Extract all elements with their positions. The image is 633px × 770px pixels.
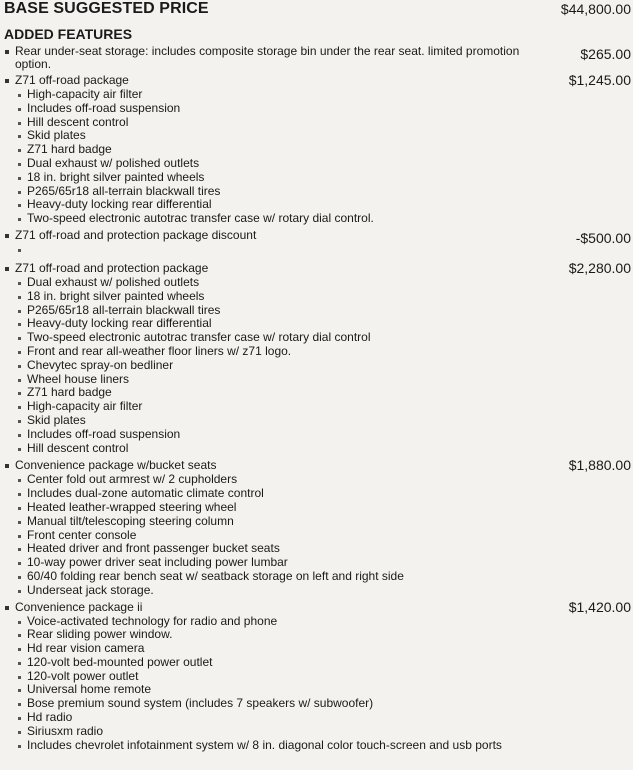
package-name: Z71 off-road and protection package discount	[15, 227, 257, 242]
feature-item: Bose premium sound system (includes 7 speakers w/ subwoofer)	[27, 697, 523, 711]
feature-item: 120-volt bed-mounted power outlet	[27, 656, 523, 670]
package-price: -$500.00	[575, 229, 631, 246]
feature-item: High-capacity air filter	[27, 88, 523, 102]
package-list	[0, 45, 633, 752]
package-item	[0, 259, 633, 455]
feature-item: Dual exhaust w/ polished outlets	[27, 157, 523, 171]
feature-item: Front and rear all-weather floor liners w/ z71 logo.	[27, 345, 523, 359]
feature-item: Dual exhaust w/ polished outlets	[27, 276, 523, 290]
package-name: Convenience package ii	[15, 599, 143, 614]
feature-item: Front center console	[27, 529, 523, 543]
package-feature-list	[15, 88, 523, 226]
feature-item: Hill descent control	[27, 116, 523, 130]
package-bullet	[5, 267, 9, 271]
package-name: Z71 off-road and protection package	[15, 260, 209, 275]
package-price: $1,245.00	[568, 72, 631, 88]
feature-item: Voice-activated technology for radio and phone	[27, 615, 523, 629]
package-feature-list	[15, 276, 523, 455]
feature-item: Skid plates	[27, 414, 523, 428]
package-bullet	[5, 464, 9, 468]
base-price-title: BASE SUGGESTED PRICE	[4, 0, 209, 17]
feature-item: Two-speed electronic autotrac transfer case w/ rotary dial control	[27, 331, 523, 345]
package-bullet	[5, 234, 9, 238]
package-bullet	[5, 50, 9, 54]
feature-item: Heavy-duty locking rear differential	[27, 198, 523, 212]
package-price: $1,420.00	[568, 598, 631, 615]
package-price: $265.00	[580, 46, 631, 62]
feature-item: Siriusxm radio	[27, 725, 523, 739]
package-price: $1,880.00	[568, 457, 631, 474]
package-price: $2,280.00	[568, 259, 631, 276]
package-feature-list	[15, 243, 523, 257]
base-price-value: $44,800.00	[560, 1, 631, 17]
feature-item	[27, 243, 523, 257]
feature-item: Rear sliding power window.	[27, 628, 523, 642]
feature-item: Includes dual-zone automatic climate control	[27, 487, 523, 501]
feature-item: Heavy-duty locking rear differential	[27, 317, 523, 331]
feature-item: High-capacity air filter	[27, 400, 523, 414]
base-price-row	[0, 0, 633, 22]
added-features-heading: ADDED FEATURES	[4, 26, 133, 42]
feature-item: 60/40 folding rear bench seat w/ seatback storage on left and right side	[27, 570, 523, 584]
package-item	[0, 598, 633, 753]
feature-item: Two-speed electronic autotrac transfer case w/ rotary dial control.	[27, 212, 523, 226]
feature-item: Z71 hard badge	[27, 386, 523, 400]
feature-item: 18 in. bright silver painted wheels	[27, 171, 523, 185]
feature-item: Universal home remote	[27, 683, 523, 697]
feature-item: 18 in. bright silver painted wheels	[27, 290, 523, 304]
feature-item: Heated driver and front passenger bucket seats	[27, 542, 523, 556]
feature-item: Manual tilt/telescoping steering column	[27, 515, 523, 529]
package-feature-list	[15, 615, 523, 753]
feature-item: Z71 hard badge	[27, 143, 523, 157]
feature-item: Skid plates	[27, 129, 523, 143]
feature-item: P265/65r18 all-terrain blackwall tires	[27, 185, 523, 199]
feature-item: Includes off-road suspension	[27, 102, 523, 116]
feature-item: Wheel house liners	[27, 373, 523, 387]
package-name: Z71 off-road package	[15, 73, 129, 87]
feature-item: 120-volt power outlet	[27, 670, 523, 684]
package-feature-list	[15, 473, 523, 597]
package-bullet	[5, 606, 9, 610]
feature-item: 10-way power driver seat including power lumbar	[27, 556, 523, 570]
feature-item: Hd rear vision camera	[27, 642, 523, 656]
package-name: Rear under-seat storage: includes composite storage bin under the rear seat. limited promotion option.	[15, 44, 520, 71]
feature-item: Chevytec spray-on bedliner	[27, 359, 523, 373]
package-bullet	[5, 79, 9, 83]
feature-item: Center fold out armrest w/ 2 cupholders	[27, 473, 523, 487]
feature-item: P265/65r18 all-terrain blackwall tires	[27, 304, 523, 318]
package-name: Convenience package w/bucket seats	[15, 458, 217, 473]
feature-item: Hill descent control	[27, 442, 523, 456]
feature-item: Includes chevrolet infotainment system w/ 8 in. diagonal color touch-screen and usb ports	[27, 739, 523, 753]
package-item	[0, 74, 633, 226]
feature-item: Includes off-road suspension	[27, 428, 523, 442]
package-item	[0, 45, 633, 71]
feature-item: Underseat jack storage.	[27, 584, 523, 598]
feature-item: Hd radio	[27, 711, 523, 725]
package-item	[0, 229, 633, 257]
feature-item: Heated leather-wrapped steering wheel	[27, 501, 523, 515]
package-item	[0, 459, 633, 597]
